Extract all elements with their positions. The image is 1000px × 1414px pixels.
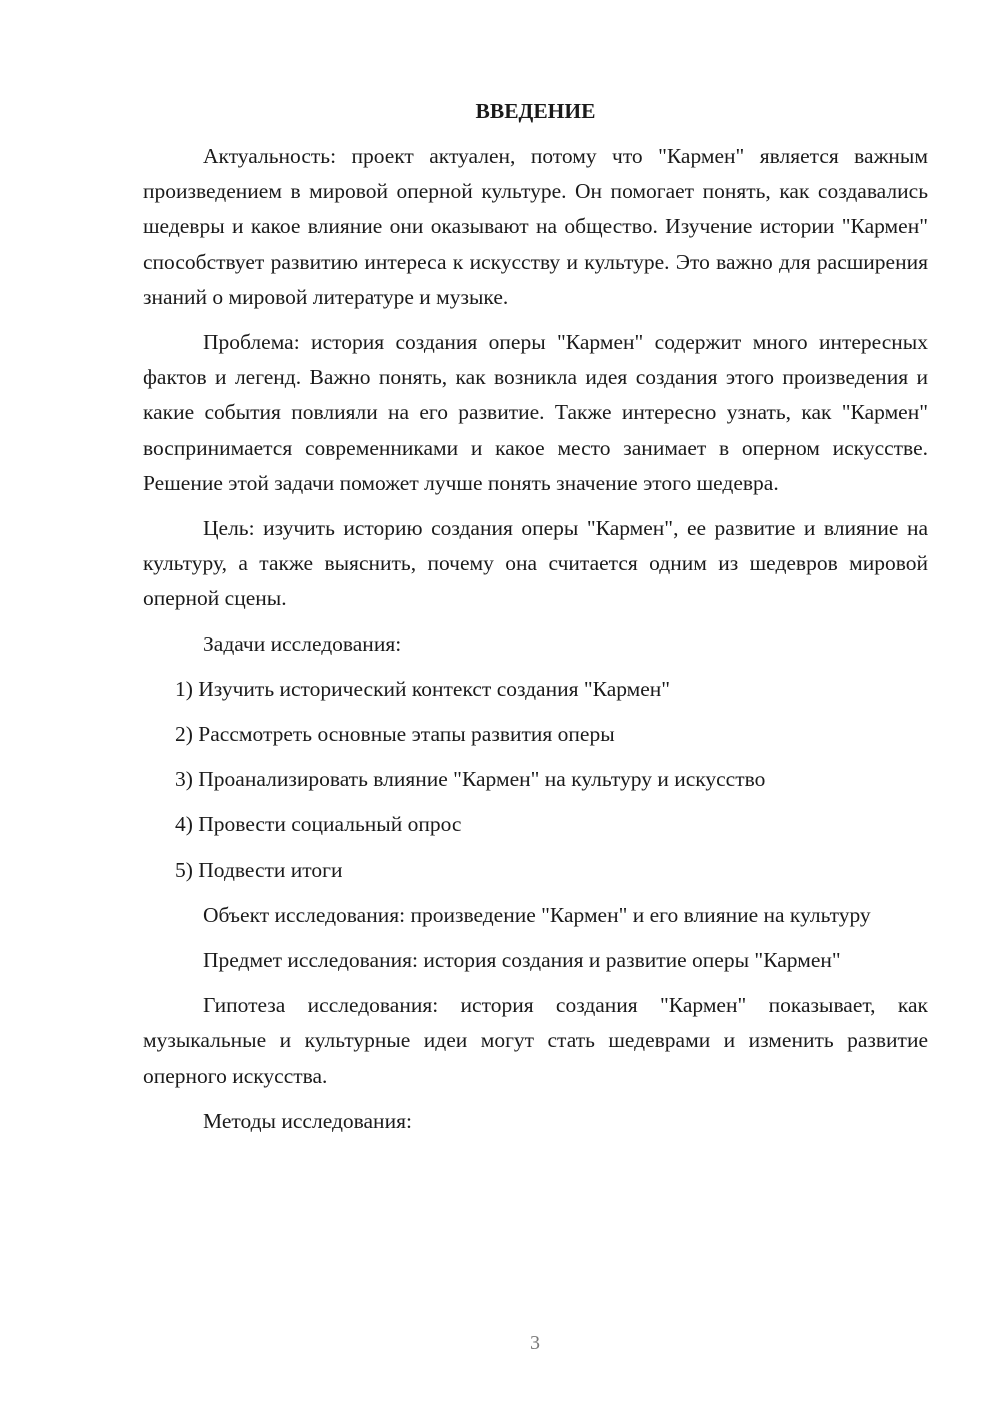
paragraph-relevance: Актуальность: проект актуален, потому что "Кармен" является важным произведением в мировой оперной культуре. Он помогает понять, как создавались шедевры и какое влияние они оказывают на общество. Изучение истории "Кармен" способствует развитию интереса к искусству и культуре. Это важно для расширения знаний о мировой литературе и музыке. bbox=[143, 144, 928, 309]
tasks-list bbox=[143, 672, 928, 888]
task-item-5: 5) Подвести итоги bbox=[175, 857, 343, 882]
task-item-3: 3) Проанализировать влияние "Кармен" на культуру и искусство bbox=[175, 767, 766, 792]
task-item-2: 2) Рассмотреть основные этапы развития оперы bbox=[175, 722, 615, 747]
paragraph-goal: Цель: изучить историю создания оперы "Кармен", ее развитие и влияние на культуру, а также выяснить, почему она считается одним из шедевров мировой оперной сцены. bbox=[143, 516, 928, 611]
paragraph-subject: Предмет исследования: история создания и развитие оперы "Кармен" bbox=[203, 948, 841, 973]
page-number: 3 bbox=[530, 1332, 540, 1354]
page-content bbox=[143, 94, 928, 1149]
section-title: ВВЕДЕНИЕ bbox=[475, 99, 596, 123]
methods-heading: Методы исследования: bbox=[203, 1108, 412, 1133]
paragraph-object: Объект исследования: произведение "Кармен" и его влияние на культуру bbox=[203, 902, 871, 927]
tasks-heading: Задачи исследования: bbox=[203, 631, 402, 656]
paragraph-problem: Проблема: история создания оперы "Кармен" содержит много интересных фактов и легенд. Важно понять, как возникла идея создания этого произведения и какие события повлияли на его развитие. Также интересно узнать, как "Кармен" воспринимается современниками и какое место занимает в оперном искусстве. Решение этой задачи поможет лучше понять значение этого шедевра. bbox=[143, 330, 928, 495]
task-item-4: 4) Провести социальный опрос bbox=[175, 812, 462, 837]
paragraph-hypothesis: Гипотеза исследования: история создания "Кармен" показывает, как музыкальные и культурные идеи могут стать шедеврами и изменить развитие оперного искусства. bbox=[143, 993, 928, 1088]
task-item-1: 1) Изучить исторический контекст создания "Кармен" bbox=[175, 676, 671, 701]
